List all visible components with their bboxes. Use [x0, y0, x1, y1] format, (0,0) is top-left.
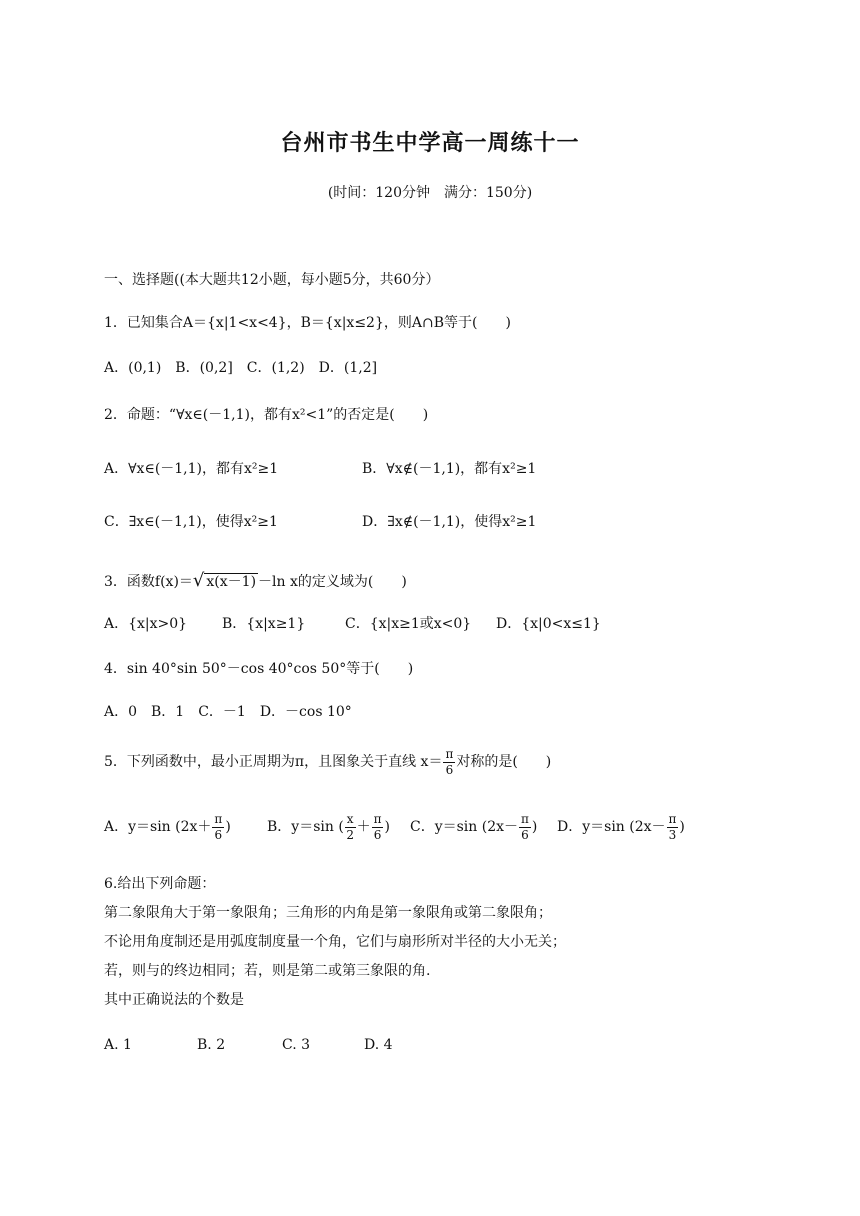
section-heading	[104, 273, 439, 287]
fraction-denominator: 6	[445, 762, 454, 777]
option-b-fraction-1	[345, 813, 356, 841]
fraction-numerator: π	[521, 812, 529, 826]
question-6-option-c: C. 3	[282, 1037, 311, 1053]
question-5-option-d	[557, 813, 685, 841]
section-heading-text: 一、选择题((本大题共12小题，每小题5分，共60分）	[104, 272, 440, 288]
question-4-options: A．0 B．1 C．－1 D．－cos 10°	[104, 704, 352, 720]
question-6-line-1: 第二象限角大于第一象限角；三角形的内角是第一象限角或第二象限角；	[104, 905, 552, 921]
question-3-prefix: 3．函数f(x)＝	[104, 574, 193, 590]
question-2-stem: 2．命题：“∀x∈(－1,1)，都有x²<1”的否定是( )	[104, 407, 429, 423]
question-6-option-a: A. 1	[104, 1037, 132, 1053]
option-b-plus: ＋	[356, 819, 371, 836]
question-6-line-4: 其中正确说法的个数是	[104, 992, 244, 1008]
option-d-fraction	[667, 813, 679, 841]
option-a-text: A．y＝sin (2x＋	[104, 819, 212, 836]
question-5-stem	[104, 748, 551, 776]
option-c-fraction	[519, 813, 531, 841]
fraction-numerator: π	[668, 812, 677, 826]
option-d-text: D．y＝sin (2x－	[557, 819, 666, 836]
page-title: 台州市书生中学高一周练十一	[280, 130, 580, 156]
radicand: x(x－1)	[206, 574, 257, 590]
question-1-stem: 1．已知集合A＝{x|1<x<4}，B＝{x|x≤2}，则A∩B等于( )	[104, 315, 511, 331]
fraction-numerator: π	[373, 812, 382, 826]
question-5-option-c	[410, 813, 537, 841]
question-5-option-b	[267, 813, 390, 841]
option-a-close: )	[225, 819, 231, 836]
question-3-option-a: A．{x|x>0}	[104, 616, 188, 632]
fraction-numerator: π	[214, 812, 223, 826]
fraction-pi-over-6	[443, 748, 455, 776]
question-2-option-b: B．∀x∉(－1,1)，都有x²≥1	[362, 461, 537, 477]
fraction-numerator: x	[346, 812, 354, 826]
fraction-denominator: 2	[346, 827, 354, 842]
question-2-option-d: D．∃x∉(－1,1)，使得x²≥1	[362, 514, 537, 530]
question-6-option-b: B. 2	[197, 1037, 226, 1053]
question-6-line-3: 若，则与的终边相同；若，则是第二或第三象限的角.	[104, 963, 431, 979]
exam-info: (时间：120分钟 满分：150分)	[327, 185, 533, 201]
fraction-denominator: 6	[373, 827, 382, 842]
question-4-stem: 4．sin 40°sin 50°－cos 40°cos 50°等于( )	[104, 661, 414, 677]
option-b-close: )	[384, 819, 390, 836]
question-3-option-b: B．{x|x≥1}	[222, 616, 306, 632]
question-5-stem-after: 对称的是( )	[456, 754, 552, 771]
question-6-option-d: D. 4	[364, 1037, 393, 1053]
question-2-option-a: A．∀x∈(－1,1)，都有x²≥1	[104, 461, 279, 477]
question-5-stem-before: 5．下列函数中，最小正周期为π，且图象关于直线 x＝	[104, 754, 443, 771]
option-b-fraction-2	[372, 813, 384, 841]
question-3-option-c: C．{x|x≥1或x<0}	[345, 616, 472, 632]
question-3-option-d: D．{x|0<x≤1}	[496, 616, 601, 632]
question-2-option-c: C．∃x∈(－1,1)，使得x²≥1	[104, 514, 278, 530]
option-d-close: )	[679, 819, 685, 836]
option-c-text: C．y＝sin (2x－	[410, 819, 519, 836]
question-3-suffix: －ln x的定义域为( )	[258, 574, 407, 590]
fraction-denominator: 6	[214, 827, 223, 842]
option-a-fraction	[212, 813, 224, 841]
question-6-stem: 6.给出下列命题：	[104, 876, 216, 892]
option-c-close: )	[531, 819, 538, 836]
question-3-stem	[104, 572, 407, 590]
radical-sign: √	[192, 570, 205, 591]
option-b-text: B．y＝sin (	[267, 819, 344, 836]
fraction-denominator: 6	[521, 827, 529, 842]
question-6-line-2: 不论用角度制还是用弧度制度量一个角，它们与扇形所对半径的大小无关；	[104, 934, 566, 950]
fraction-numerator: π	[445, 747, 454, 761]
question-5-option-a	[104, 813, 231, 841]
question-1-options: A．(0,1) B．(0,2] C．(1,2) D．(1,2]	[104, 360, 378, 376]
fraction-denominator: 3	[668, 827, 677, 842]
sqrt-expression	[193, 572, 258, 590]
